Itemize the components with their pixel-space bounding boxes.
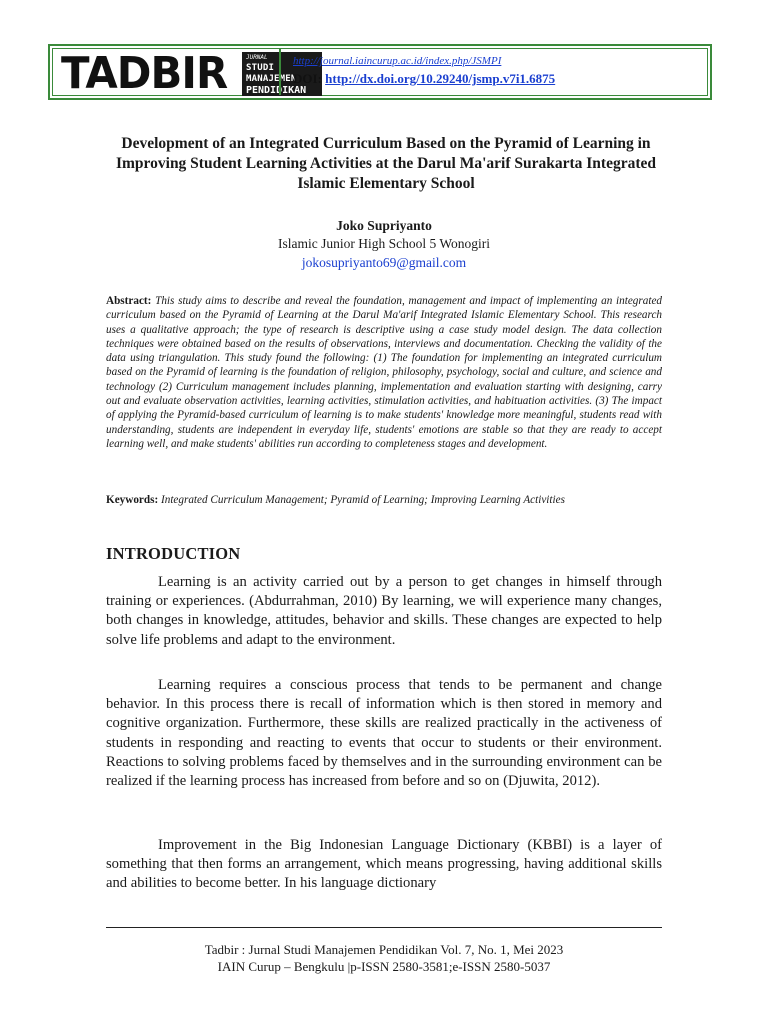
body-paragraph-3 [106, 836, 662, 894]
keywords-label: Keywords: [106, 494, 159, 506]
doi-link[interactable]: http://dx.doi.org/10.29240/jsmp.v7i1.6875 [325, 71, 556, 86]
paragraph-text: Learning requires a conscious process that tends to be permanent and change behavior. In this process there is recall of information which is then stored in memory and cognitive organization. Furthermore, these skills are realized practically in the activeness of students in responding and reacting to events that occur to students or their environment. Reactions to solving problems faced by themselves and in the surrounding environment can be realized if the learning process has increased from before and so on (Djuwita, 2012). [106, 677, 662, 790]
section-heading: INTRODUCTION [106, 544, 241, 563]
logo-line-2: STUDI MANAJEMEN [245, 63, 297, 84]
doi-line [293, 71, 555, 87]
article-title: Development of an Integrated Curriculum Based on the Pyramid of Learning in Improving Student Learning Activities at the Darul Ma'arif Surakarta Integrated Islamic Elementary School [115, 135, 657, 192]
journal-url-link[interactable]: http://journal.iaincurup.ac.id/index.php/JSMPI [293, 55, 502, 67]
author-affiliation: Islamic Junior High School 5 Wonogiri [277, 236, 491, 251]
footer-journal-info: Tadbir : Jurnal Studi Manajemen Pendidikan Vol. 7, No. 1, Mei 2023 [204, 942, 564, 957]
journal-header [48, 44, 712, 100]
body-paragraph-2 [106, 676, 662, 791]
author-email[interactable]: jokosupriyanto69@gmail.com [301, 255, 467, 270]
journal-header-inner [52, 48, 708, 99]
doi-label: DOI: [293, 71, 322, 86]
footer-issn-info: IAIN Curup – Bengkulu |p-ISSN 2580-3581;e-ISSN 2580-5037 [217, 959, 551, 974]
keywords-text: Integrated Curriculum Management; Pyramid of Learning; Improving Learning Activities [161, 494, 565, 506]
author-name: Joko Supriyanto [336, 218, 432, 233]
footer-divider [106, 927, 662, 928]
paragraph-text: Improvement in the Big Indonesian Language Dictionary (KBBI) is a layer of something that then forms an arrangement, which means progressing, having additional skills and abilities to become better. In his language dictionary [106, 837, 662, 892]
header-divider [279, 49, 281, 95]
abstract-label: Abstract: [106, 295, 152, 307]
body-paragraph-1 [106, 573, 662, 650]
logo-line-3: PENDIDIKAN [245, 85, 307, 96]
journal-logo [61, 48, 322, 99]
abstract-text: This study aims to describe and reveal the foundation, management and impact of implementing an integrated curriculum based on the Pyramid of Learning at the Darul Ma'arif Integrated Islamic Elementary School. This research uses a qualitative approach; the type of research is descriptive using a case study model design. The data collection techniques were obtained based on the results of observations, interviews and documentation. Checking the validity of the data using triangulation. This study found the following: (1) The foundation for implementing an integrated curriculum based on the Pyramid of learning is the foundation of religion, philosophy, psychology, social and culture, and science and technology (2) Curriculum management includes planning, implementation and evaluation starting with designing, carry out and evaluate observation activities, learning activities, stimulation activities, and habituation activities. (3) The impact of applying the Pyramid-based curriculum of learning is to make students' knowledge more meaningful, students read with understanding, students are independent in everyday life, students' emotions are stable so that they are ready to accept learning well, and make students' abilities run according to completeness stages and development. [106, 295, 663, 450]
logo-wordmark: TADBIR [61, 48, 228, 99]
logo-line-1: JURNAL [245, 54, 268, 61]
paragraph-text: Learning is an activity carried out by a person to get changes in himself through training or experiences. (Abdurrahman, 2010) By learning, we will experience many changes, both changes in knowledge, attitudes, behavior and skills. These changes are expected to help solve life problems and adapt to the environment. [106, 574, 662, 648]
keywords [106, 494, 662, 506]
abstract [106, 294, 662, 451]
